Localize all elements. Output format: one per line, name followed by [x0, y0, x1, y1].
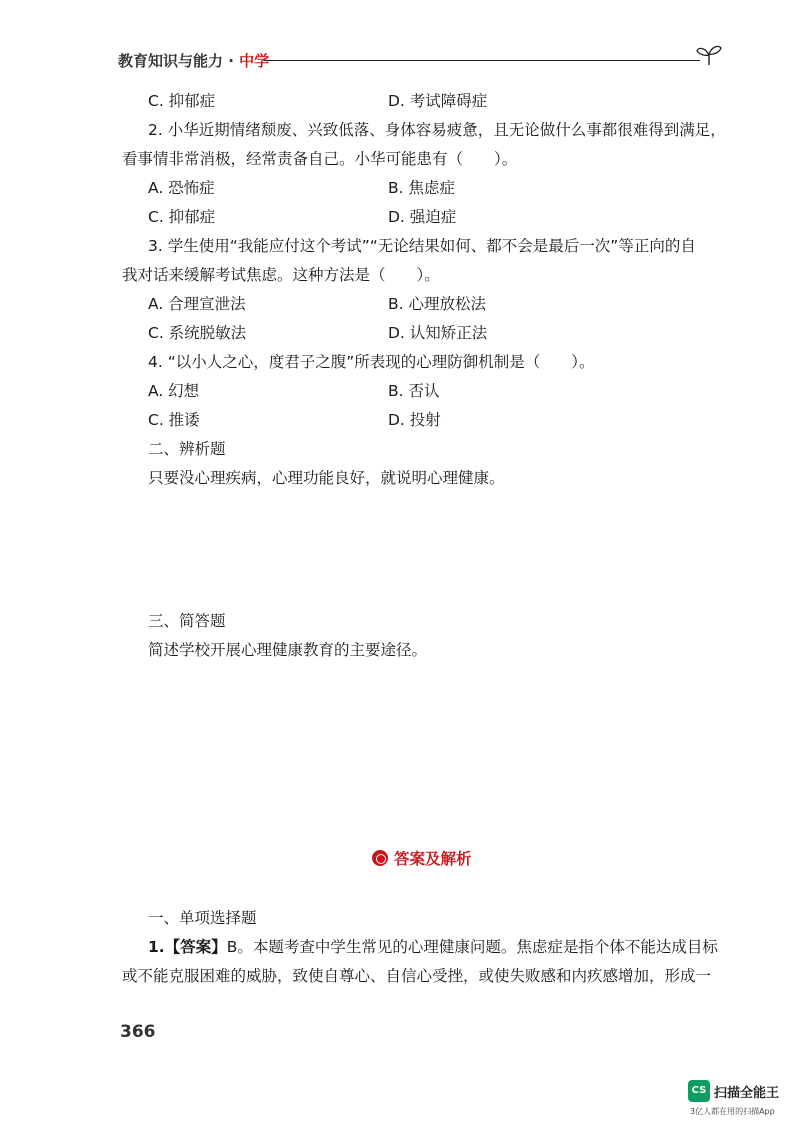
- section3-prompt: 简述学校开展心理健康教育的主要途径。: [148, 641, 428, 659]
- q4-option-d: D. 投射: [388, 411, 441, 429]
- page-number: 366: [120, 1022, 156, 1042]
- q2-stem-line1: 2. 小华近期情绪颓废、兴致低落、身体容易疲惫，且无论做什么事都很难得到满足，: [148, 121, 726, 139]
- answer1-line1: [148, 937, 718, 957]
- q1-option-c: C. 抑郁症: [148, 92, 216, 110]
- camscanner-logo-icon: CS: [688, 1080, 710, 1102]
- header-title-accent: 中学: [239, 52, 270, 70]
- answer1-label: 1.【答案】: [148, 938, 227, 956]
- answer1-line2: 或不能克服困难的威胁，致使自尊心、自信心受挫，或使失败感和内疚感增加，形成一: [122, 967, 712, 985]
- watermark-name: 扫描全能王: [714, 1086, 780, 1101]
- header-title: [118, 50, 269, 71]
- answer-badge-icon: [372, 850, 388, 866]
- q4-option-b: B. 否认: [388, 382, 440, 400]
- watermark-tagline: 3亿人都在用的扫描App: [690, 1107, 775, 1116]
- q2-option-d: D. 强迫症: [388, 208, 457, 226]
- q4-stem: 4. “以小人之心，度君子之腹”所表现的心理防御机制是（ ）。: [148, 353, 595, 371]
- answers-section1-heading: 一、单项选择题: [148, 909, 257, 927]
- q3-stem-line2: 我对话来缓解考试焦虑。这种方法是（ ）。: [122, 266, 440, 284]
- q2-stem-line2: 看事情非常消极，经常责备自己。小华可能患有（ ）。: [122, 150, 518, 168]
- q3-option-c: C. 系统脱敏法: [148, 324, 247, 342]
- q2-option-c: C. 抑郁症: [148, 208, 216, 226]
- section2-heading: 二、辨析题: [148, 440, 226, 458]
- header-rule: [264, 60, 700, 61]
- q1-option-d: D. 考试障碍症: [388, 92, 488, 110]
- running-header: [118, 44, 718, 74]
- answer-banner: [372, 847, 472, 869]
- section2-prompt: 只要没心理疾病，心理功能良好，就说明心理健康。: [148, 469, 505, 487]
- q3-option-d: D. 认知矫正法: [388, 324, 488, 342]
- answer-title: 答案及解析: [394, 850, 472, 868]
- section3-heading: 三、简答题: [148, 612, 226, 630]
- q4-option-c: C. 推诿: [148, 411, 200, 429]
- q3-option-a: A. 合理宣泄法: [148, 295, 246, 313]
- q2-option-b: B. 焦虑症: [388, 179, 455, 197]
- q3-option-b: B. 心理放松法: [388, 295, 486, 313]
- scanner-watermark: [688, 1080, 800, 1120]
- q3-stem-line1: 3. 学生使用“我能应付这个考试”“无论结果如何、都不会是最后一次”等正向的自: [148, 237, 696, 255]
- answer1-line1-text: B。本题考查中学生常见的心理健康问题。焦虑症是指个体不能达成目标: [226, 938, 718, 956]
- header-title-main: 教育知识与能力 ·: [118, 52, 240, 70]
- q4-option-a: A. 幻想: [148, 382, 200, 400]
- sprout-icon: [696, 44, 722, 66]
- q2-option-a: A. 恐怖症: [148, 179, 215, 197]
